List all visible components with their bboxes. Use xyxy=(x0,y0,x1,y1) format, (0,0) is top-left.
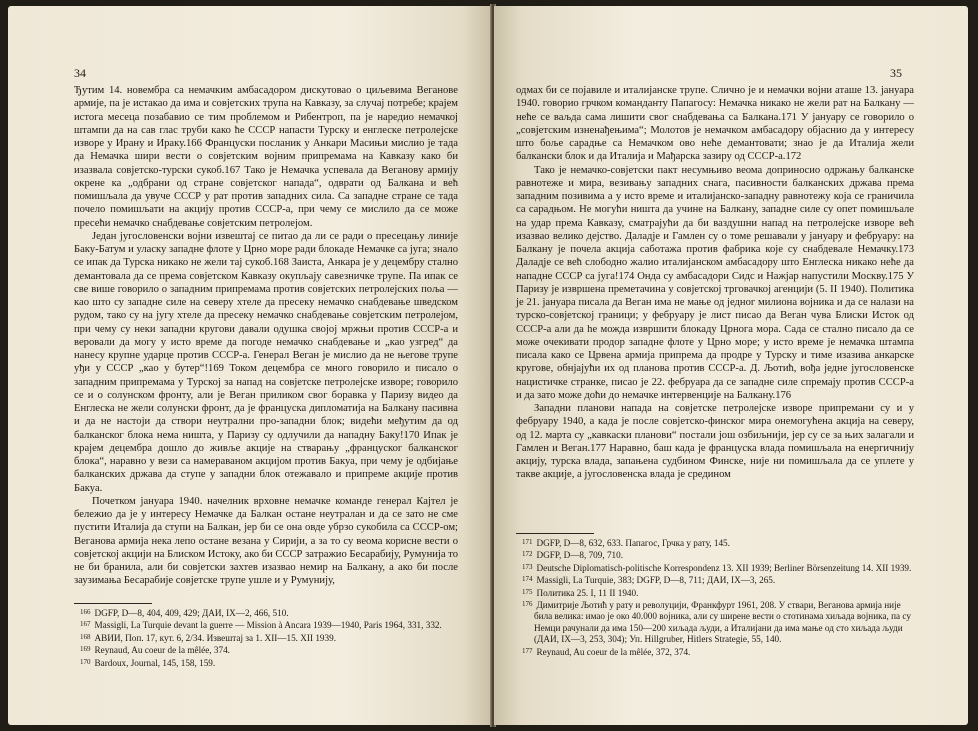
footnote-number: 169 xyxy=(80,645,91,654)
footnote-number: 173 xyxy=(522,562,533,571)
paragraph: Почетком јануара 1940. начелник врховне немачке команде генерал Кајтел је бележио да је у интересу Немачке да Балкан остане неутралан и да се зато не сме пустити Италија да ступи на Балкан, јер би се она овде убрзо сукобила са СССР-ом; Веганова армија нека лепо остане везана у Сирији, а за то су веома корисне вести о совјетској акцији на Блиском Истоку, ако би СССР затражио Бесарабију, Румунија то не би бранила, али би совјетски захтев изазвао немир на Балкану, а ако би после заузимања Бесарабије совјетске трупе ушле и у Румунију, xyxy=(74,495,458,587)
footnote-text: Reynaud, Au coeur de la mêlée, 374. xyxy=(94,645,230,656)
footnote xyxy=(74,632,458,644)
footnote-text: Massigli, La Turquie, 383; DGFP, D—8, 711; ДАИ, IX—3, 265. xyxy=(536,575,776,586)
page-number-right: 35 xyxy=(890,66,902,80)
right-footnotes xyxy=(516,537,914,658)
footnote-number: 176 xyxy=(522,600,533,609)
footnote xyxy=(516,587,914,599)
footnote xyxy=(516,562,914,574)
footnote-number: 177 xyxy=(522,646,533,655)
footnote xyxy=(516,549,914,561)
footnote-text: Deutsche Diplomatisch-politische Korrespondenz 13. XII 1939; Berliner Börsenzeitung 14. XII 1939. xyxy=(536,562,912,573)
footnote-number: 168 xyxy=(80,632,91,641)
footnote-number: 166 xyxy=(80,608,91,616)
footnote xyxy=(74,657,458,669)
footnote-number: 171 xyxy=(522,538,533,546)
footnote-text: DGFP, D—8, 709, 710. xyxy=(536,550,624,561)
footnote-number: 170 xyxy=(80,657,91,666)
footnote-number: 175 xyxy=(522,587,533,596)
footnote-text: DGFP, D—8, 404, 409, 429; ДАИ, IX—2, 466, 510. xyxy=(94,608,289,618)
left-body-text xyxy=(74,84,458,588)
footnote-text: Политика 25. I, 11 II 1940. xyxy=(536,587,639,598)
footnote xyxy=(516,599,914,646)
paragraph: Тако је немачко-совјетски пакт несумњиво веома допринoсио одржању балканске равнотеже и мира, везивању западних снага, пасивности балканских држава према западним позивима а у исто време и италијанско-западну равнотежу која се граничила са сарадњом. Не могући ништа да учине на Балкану, западне силе су опет помишљале на удар према Кавказу, сматрајући да би ваздушни напад на петролејске изворе већ изазвао велико дејство. Даладје и Гамлен су о томе решавали у јануару и фебруару: на Балкану је почела акција саботажа против фабрика које су снабдевале Немачку.173 Даладје се већ слободно жалио италијанском амбасадору што Енглеска никако неће да нападне СССР са југа!174 Онда су амбасадори Сидс и Нажјар напустили Москву.175 У Паризу је извршена преметачина у совјетској трговачкој агенцији (5. II 1940). Политика је 21. јануара писала да Веган има не мање од једног милиона војника и да се налази на турско-совјетској граници; у фебруару је лист писао да Веган чува Блиски Исток од СССР-а али да he можда извршити блокаду Црнога мора. Сада се стално писало да се може очекивати продор западне флоте у Црно море; у исто време је немачка штампа писала како се Црвена армија припрема да продре у Турску и тиме изазива анкарске кругове, обнјајући их од планова против СССР-а. Д. Љотић, вођа једне југословенске нацистичке странке, писао је 22. фебруара да се западне силе спремају против СССР-а и да зато може доћи до немачке интервенције на Балкану.176 xyxy=(516,164,914,401)
right-page xyxy=(494,6,968,725)
footnote-number: 167 xyxy=(80,620,91,629)
footnote-rule xyxy=(516,533,594,534)
footnote-number: 174 xyxy=(522,575,533,584)
footnote xyxy=(74,607,458,619)
paragraph: Западни планови напада на совјетске петролејске изворе припремани су и у фебруару 1940, а када је после совјетско-финског мира онемогућена акција на северу, од 12. марта су „кавкаски планови“ постали још озбиљнији, јер су се за њих залагали и Гамлен и Веган.177 Наравно, баш када је француска влада помишљала на енергичнију акцију, турска влада, запањена судбином Финске, није ни помишљала да се уплете у такве акције, а југословенска влада је средином xyxy=(516,403,914,481)
footnote-number: 172 xyxy=(522,550,533,559)
footnote-rule xyxy=(74,603,152,604)
footnote-text: Reynaud, Au coeur de la mêlée, 372, 374. xyxy=(536,646,691,657)
footnote-text: Димитрије Љотић у рату и револуцији, Франкфурт 1961, 208. У ствари, Веганова армија није била велика: имао је око 40.000 војника, али су ширене вести о стотинама хиљада војника, па су Немци рачунали да има 150—200 хиљада људи, а Италијани да има мање од сто хиљада људи (ДАИ, IX—3, 253, 304); Уп. Hillgruber, Hitlers Strategie, 55, 140. xyxy=(534,600,911,645)
left-page xyxy=(8,6,492,725)
paragraph: одмах би се појавиле и италијанске трупе. Слично је и немачки војни аташе 13. јануара 1940. говорио грчком команданту Папагосу: Немачка никако не жели рат на Балкану — неће се ваљда сама лишити свог снабдевања са Балкана.171 У јануару се говорило о „совјетским изненађењима“; Молотов је немачком амбасадору објаснио да у интересу што боље сарадње са Немачком ово неће демантовати; знао је да Италија жели балкански блок и да Италија и Мађарска зазиру од СССР-а.172 xyxy=(516,85,914,163)
footnote-text: АВИИ, Поп. 17, кут. 6, 2/34. Извештај за 1. XII—15. XII 1939. xyxy=(94,632,336,643)
footnote-text: DGFP, D—8, 632, 633. Папагос, Грчка у рату, 145. xyxy=(536,538,730,548)
page-number-left: 34 xyxy=(74,66,86,80)
paragraph: Ђутим 14. новембра са немачким амбасадором дискутовао о циљевима Вегановe армије, па је истакао да има и совјетских трупа на Кавказу, за случај потребе; крајем истога месеца позабавио се тим проблемом и Рибентроп, па је наредио немачкој штампи да на сав глас труби како ће СССР напасти Турску и енглеске петролејске изворе у Ирану и Ираку.166 Француски посланик у Анкари Масињи мислио је тада да Немачка шири вести о совјетским војним припремама на Кавказу како би изазвала совјетско-турски сукоб.167 Тако је Немачка успевала да Вегановy армију окрене ка „одбрани од стране совјетског напада“, одврати од Балкана и већ помишљала да увуче СССР у рат против западних сила. Са западне стране се тада почело помишљати на акцију против СССР-а, при чему се мислило да се може пресећи немачко снабдевање совјетским петролејом. xyxy=(74,85,458,229)
footnote xyxy=(516,646,914,658)
footnote-text: Bardoux, Journal, 145, 158, 159. xyxy=(94,657,216,668)
footnote xyxy=(516,574,914,586)
paragraph: Један југословенски војни извештај се питао да ли се ради о пресецању линије Баку-Батум и уласку западне флоте у Црно море ради блокаде Немачке са југа; знало се ипак да Турска никако не жели тај сукоб.168 Заиста, Анкара је у децембру стално демантовала да се према совјетском Кавказу окупљају савезничке трупе. Па ипак се све више говорило о западним припремама против совјетских петролејских поља — као што су западне силе на северу хтеле да пресеку немачко снабдевање шведском рудом, тако су на југу хтеле да пресеку немачко снабдевање совјетским петролејом, при чему су неки западни кругови давали одушка својој мржњи против СССР-а и веровали да могу у исто време да погоде немачко снабдевање и „као узгред“ да нанесу крупне ударце против СССР-а. Генерал Веган је мислио да не његове трупе уђи у СССР „као у бутер“!169 Током децембра се много говорило и писало о западним припремама у Турској за напад на совјетске петролејске изворе; говорило се и о солунском фронту, али је Веган приликом свог боравка у Паризу видео да Енглеска не жели солунски фронт, да је француска дипломатија на Балкану пасивна и да не настоји да створи неутрални про-западни блок; видећи међутим да од балканског блока нема ништа, у Паризу су одлучили да нападну Баку!170 Ипак је крајем децембра дошло до живље акције на стварању „француског балканског блока“, наравно у вези са намераваном акцијом против Бакуа, при чему је одбијање балканских држава да ступе у западни блок отежавало и припреме акције против Бакуа. xyxy=(74,230,458,494)
footnote xyxy=(74,644,458,656)
left-footnotes xyxy=(74,607,458,669)
footnote xyxy=(74,619,458,631)
footnote xyxy=(516,537,914,549)
right-body-text xyxy=(516,84,914,482)
footnote-text: Massigli, La Turquie devant la guerre — Mission à Ancara 1939—1940, Paris 1964, 331, 332. xyxy=(94,620,442,631)
